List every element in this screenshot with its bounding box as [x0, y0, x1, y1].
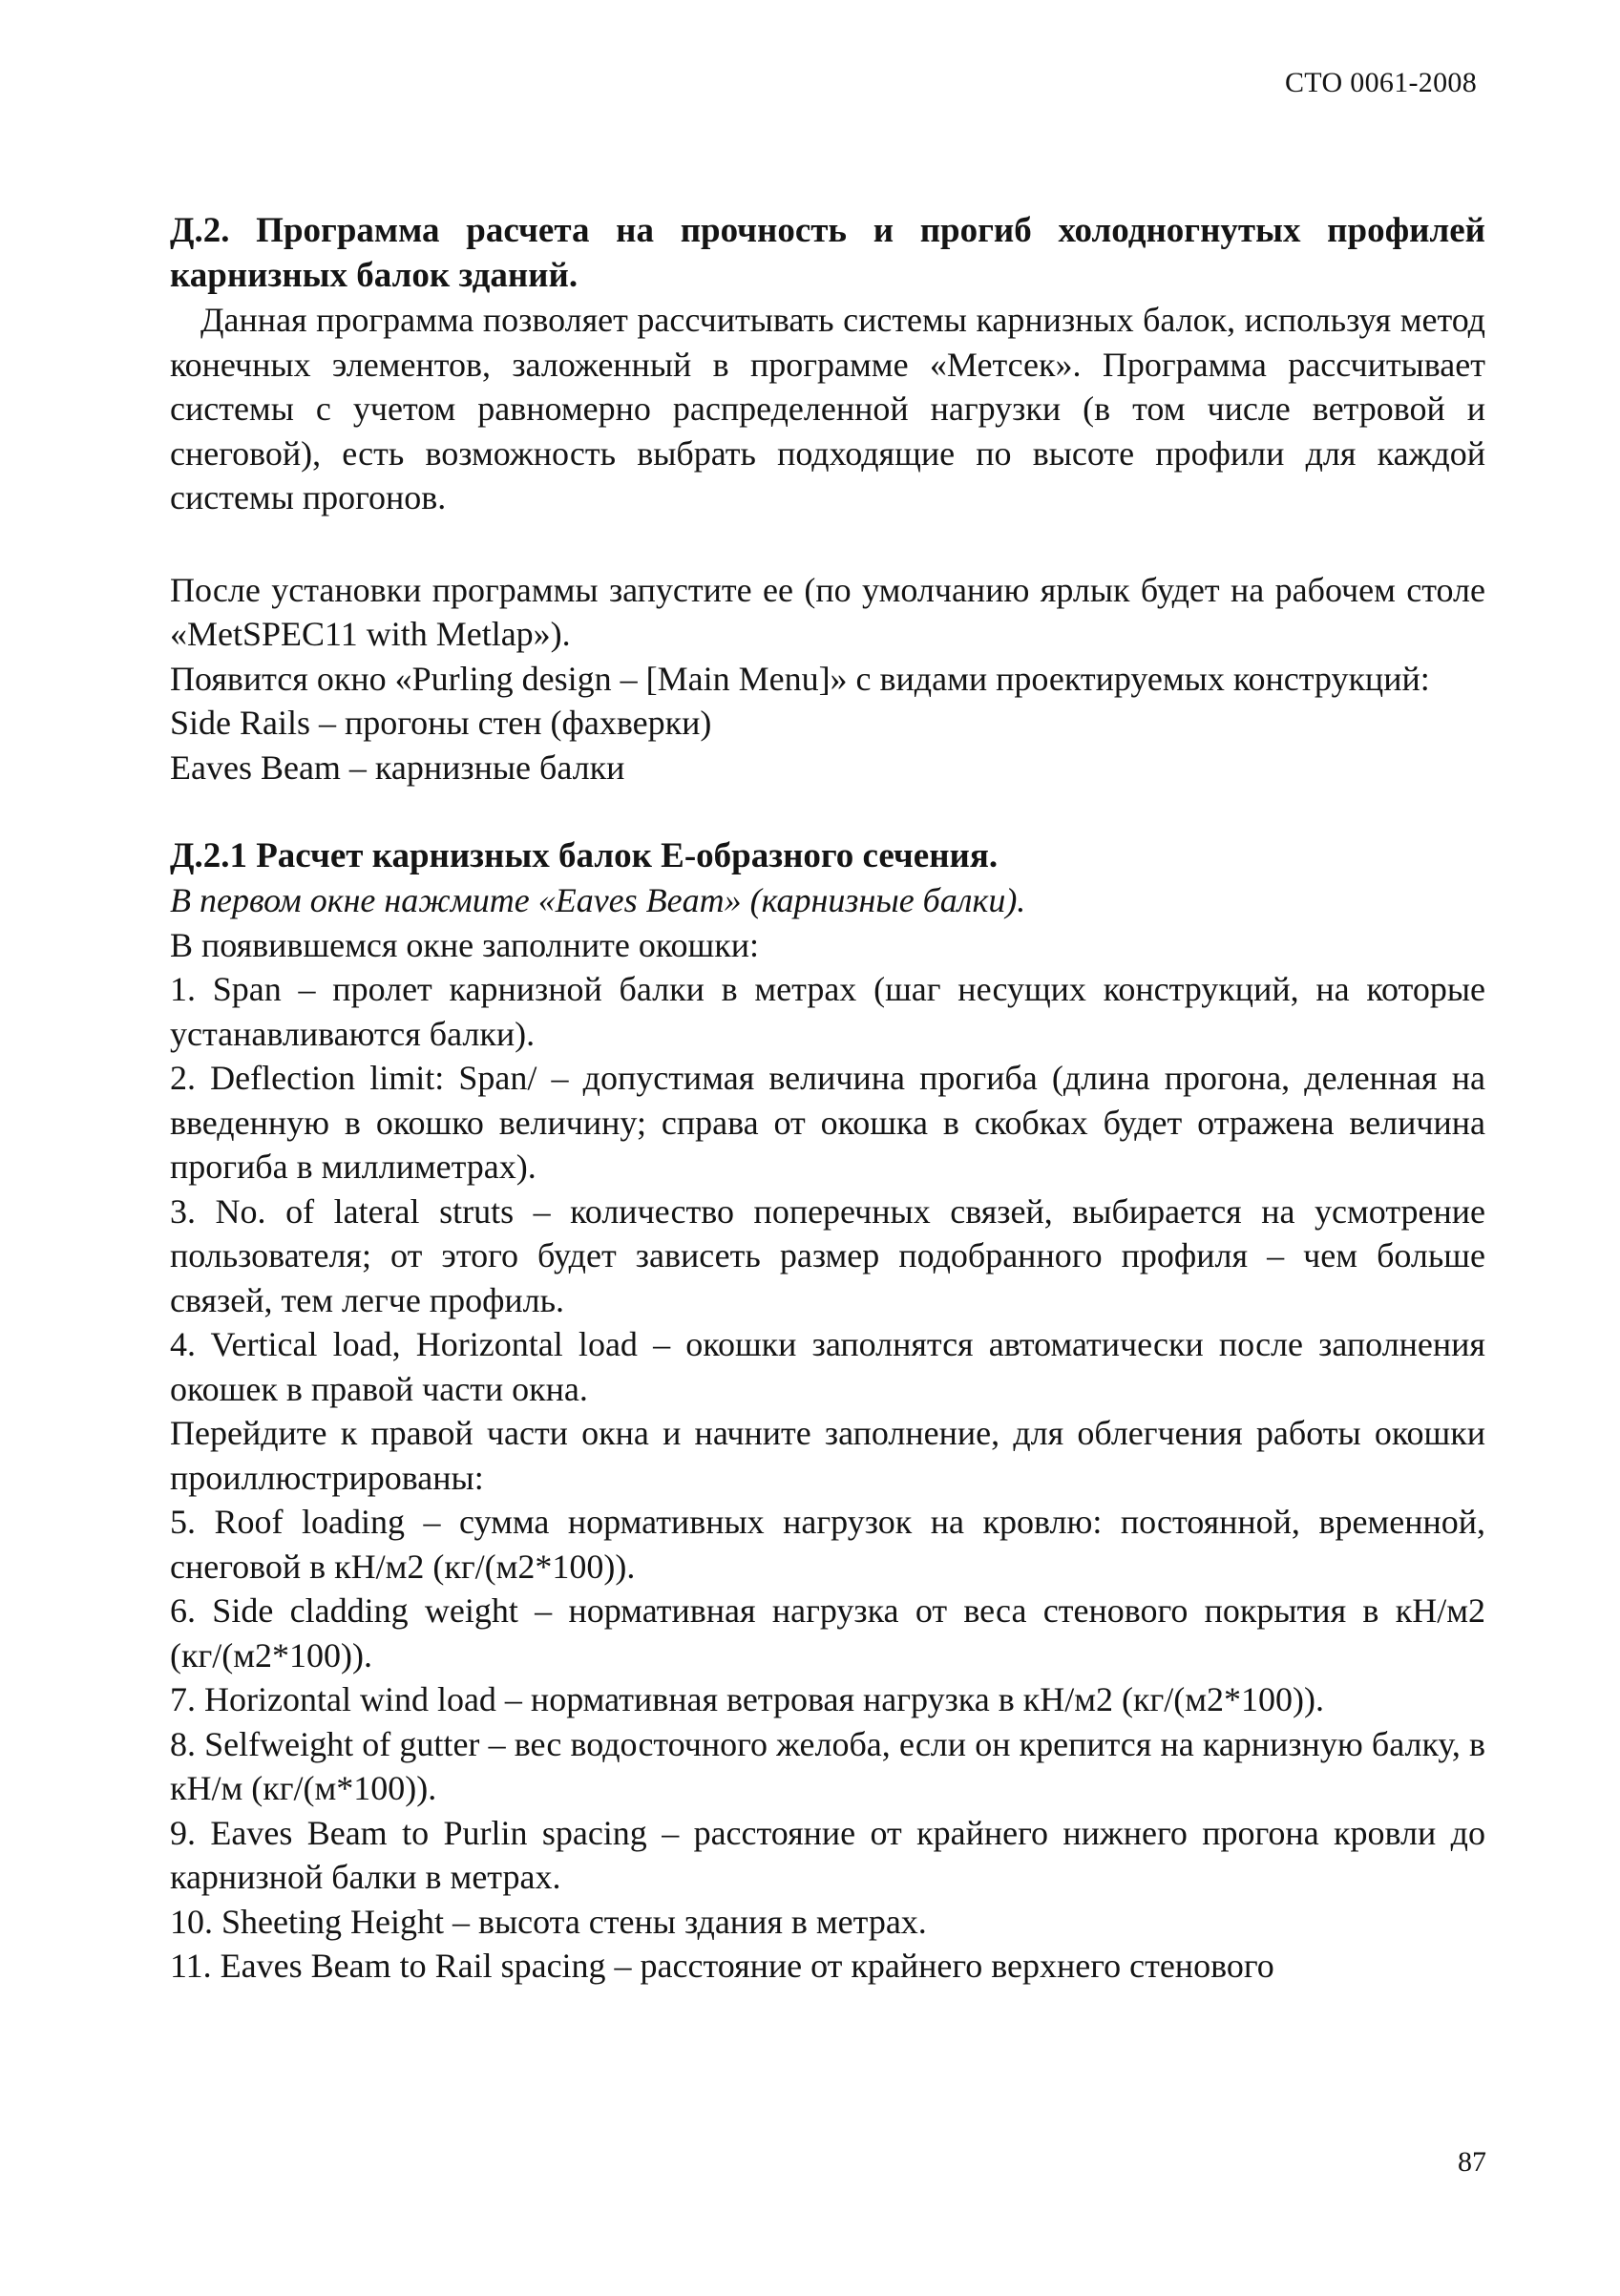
list-item-lateral-struts: 3. No. of lateral struts – количество поперечных связей, выбирается на усмотрение пользователя; от этого будет зависеть размер подобранного профиля – чем больше связей, тем легче профиль.	[170, 1191, 1485, 1319]
list-item-selfweight-gutter: 8. Selfweight of gutter – вес водосточного желоба, если он крепится на карнизную балку, в кН/м (кг/(м*100)).	[170, 1724, 1485, 1807]
list-item-sheeting-height: 10. Sheeting Height – высота стены здания в метрах.	[170, 1902, 927, 1941]
paragraph-launch-program: После установки программы запустите ее (по умолчанию ярлык будет на рабочем столе «MetSPEC11 with Metlap»).	[170, 570, 1485, 653]
page-content	[170, 208, 1485, 1989]
instruction-fill-fields: В появившемся окне заполните окошки:	[170, 925, 760, 964]
paragraph-main-menu-window: Появится окно «Purling design – [Main Menu]» с видами проектируемых конструкций:	[170, 659, 1430, 698]
section-heading-d21: Д.2.1 Расчет карнизных балок Е-образного сечения.	[170, 836, 999, 875]
page-number: 87	[1458, 2146, 1486, 2178]
list-item-vertical-horizontal-load: 4. Vertical load, Horizontal load – окошки заполнятся автоматически после заполнения окошек в правой части окна.	[170, 1325, 1485, 1408]
list-item-horizontal-wind-load: 7. Horizontal wind load – нормативная ветровая нагрузка в кН/м2 (кг/(м2*100)).	[170, 1680, 1324, 1718]
line-side-rails: Side Rails – прогоны стен (фахверки)	[170, 704, 712, 742]
list-item-rail-spacing: 11. Eaves Beam to Rail spacing – расстояние от крайнего верхнего стенового	[170, 1947, 1274, 1985]
instruction-eaves-beam: В первом окне нажмите «Eaves Beam» (карнизные балки).	[170, 881, 1026, 919]
list-item-deflection-limit: 2. Deflection limit: Span/ – допустимая величина прогиба (длина прогона, деленная на введенную в окошко величину; справа от окошка в скобках будет отражена величина прогиба в миллиметрах).	[170, 1059, 1485, 1186]
document-code: СТО 0061-2008	[1285, 67, 1477, 98]
line-eaves-beam: Eaves Beam – карнизные балки	[170, 748, 625, 787]
list-item-side-cladding-weight: 6. Side cladding weight – нормативная нагрузка от веса стенового покрытия в кН/м2 (кг/(м2*100)).	[170, 1591, 1485, 1675]
list-item-purlin-spacing: 9. Eaves Beam to Purlin spacing – расстояние от крайнего нижнего прогона кровли до карнизной балки в метрах.	[170, 1813, 1485, 1896]
paragraph-right-part: Перейдите к правой части окна и начните заполнение, для облегчения работы окошки проиллюстрированы:	[170, 1414, 1485, 1497]
list-item-span: 1. Span – пролет карнизной балки в метрах (шаг несущих конструкций, на которые устанавливаются балки).	[170, 970, 1485, 1053]
section-heading-d2: Д.2. Программа расчета на прочность и прогиб холодногнутых профилей карнизных балок зданий.	[170, 211, 1485, 295]
paragraph-program-description: Данная программа позволяет рассчитывать системы карнизных балок, используя метод конечных элементов, заложенный в программе «Метсек». Программа рассчитывает системы с учетом равномерно распределенной нагрузки (в том числе ветровой и снеговой), есть возможность выбрать подходящие по высоте профили для каждой системы прогонов.	[170, 301, 1485, 516]
list-item-roof-loading: 5. Roof loading – сумма нормативных нагрузок на кровлю: постоянной, временной, снеговой в кН/м2 (кг/(м2*100)).	[170, 1503, 1485, 1586]
